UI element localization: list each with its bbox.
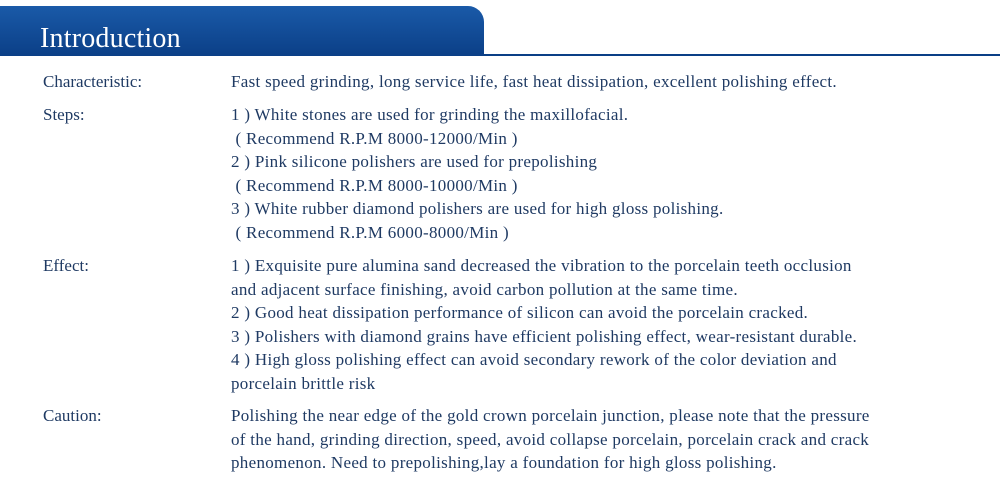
effect-line: 3 ) Polishers with diamond grains have efficient polishing effect, wear-resistant durable.	[231, 326, 858, 346]
effect-line: 1 ) Exquisite pure alumina sand decreased the vibration to the porcelain teeth occlusion	[231, 256, 852, 275]
effect-content	[231, 254, 976, 395]
caution-line: of the hand, grinding direction, speed, avoid collapse porcelain, porcelain crack and crack	[231, 429, 870, 449]
steps-line: ( Recommend R.P.M 6000-8000/Min )	[231, 222, 509, 242]
caution-line: Polishing the near edge of the gold crown porcelain junction, please note that the pressure	[231, 406, 870, 425]
characteristic-label: Characteristic:	[43, 72, 143, 91]
caution-line: phenomenon. Need to prepolishing,lay a foundation for high gloss polishing.	[231, 453, 777, 472]
effect-label: Effect:	[43, 256, 89, 275]
steps-line: 2 ) Pink silicone polishers are used for prepolishing	[231, 152, 598, 171]
caution-content	[231, 404, 976, 475]
effect-line: porcelain brittle risk	[231, 373, 376, 393]
steps-line: ( Recommend R.P.M 8000-12000/Min )	[231, 128, 518, 148]
header-tab	[0, 6, 484, 56]
header-bar	[0, 0, 1000, 56]
steps-line: 3 ) White rubber diamond polishers are used for high gloss polishing.	[231, 199, 724, 218]
characteristic-line: Fast speed grinding, long service life, fast heat dissipation, excellent polishing effect.	[231, 72, 837, 91]
caution-label: Caution:	[43, 406, 102, 425]
effect-line: 2 ) Good heat dissipation performance of silicon can avoid the porcelain cracked.	[231, 303, 809, 322]
effect-line: and adjacent surface finishing, avoid carbon pollution at the same time.	[231, 279, 738, 299]
characteristic-content	[231, 70, 976, 94]
steps-content	[231, 103, 976, 244]
steps-line: ( Recommend R.P.M 8000-10000/Min )	[231, 175, 518, 195]
page-title: Introduction	[40, 23, 181, 54]
steps-line: 1 ) White stones are used for grinding the maxillofacial.	[231, 105, 629, 124]
effect-line: 4 ) High gloss polishing effect can avoid secondary rework of the color deviation and	[231, 350, 837, 369]
steps-label: Steps:	[43, 105, 85, 124]
